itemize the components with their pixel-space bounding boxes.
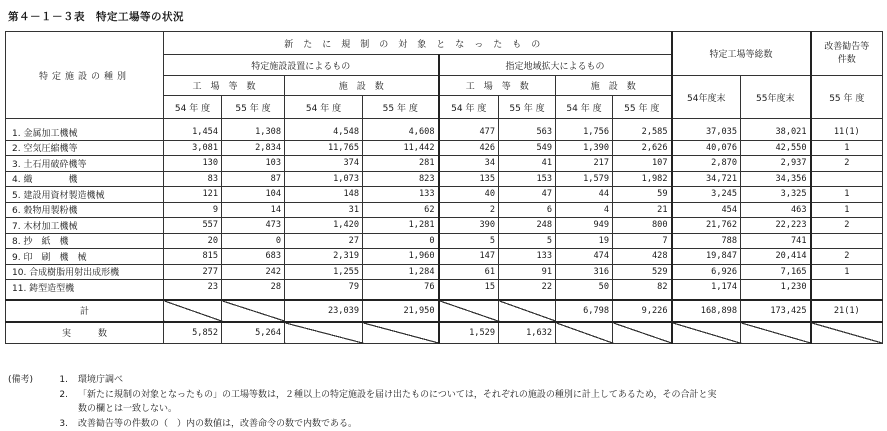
row-value: 1,390 (556, 140, 613, 156)
table-row (6, 119, 883, 141)
row-value: 529 (613, 264, 672, 280)
row-value: 20 (164, 233, 222, 249)
total-value: 168,898 (672, 300, 741, 322)
row-value: 2,834 (222, 140, 285, 156)
table-row (6, 280, 883, 300)
actual-value: 5,264 (222, 322, 285, 344)
row-value: 2 (811, 249, 883, 265)
row-value: 1,982 (613, 171, 672, 187)
row-value: 2,870 (672, 156, 741, 172)
row-value: 0 (222, 233, 285, 249)
row-value: 374 (285, 156, 363, 172)
facility-install-header: 特定施設設置によるもの (164, 55, 439, 76)
row-value: 31 (285, 202, 363, 218)
row-value: 15 (439, 280, 499, 300)
row-value: 1,230 (741, 280, 811, 300)
row-value: 949 (556, 218, 613, 234)
total-factories-header: 特定工場等総数 (672, 32, 811, 76)
total-label: 計 (6, 300, 164, 322)
note-number: 1. (52, 373, 68, 388)
row-value: 741 (741, 233, 811, 249)
row-value: 788 (672, 233, 741, 249)
row-category: 3. 土石用破砕機等 (6, 156, 164, 172)
row-value: 1,284 (363, 264, 439, 280)
row-value: 217 (556, 156, 613, 172)
table-row (6, 202, 883, 218)
total-value: 9,226 (613, 300, 672, 322)
row-value: 463 (741, 202, 811, 218)
row-category: 9. 印 刷 機 械 (6, 249, 164, 265)
note-text: 環境庁調べ (78, 373, 880, 388)
row-value: 248 (499, 218, 556, 234)
row-value: 34,721 (672, 171, 741, 187)
table-row (6, 249, 883, 265)
row-category: 4. 織 機 (6, 171, 164, 187)
row-value: 153 (499, 171, 556, 187)
row-value: 23 (164, 280, 222, 300)
row-value: 14 (222, 202, 285, 218)
row-value: 133 (363, 187, 439, 203)
row-value: 28 (222, 280, 285, 300)
row-value (811, 171, 883, 187)
row-value: 2,626 (613, 140, 672, 156)
table-row (6, 264, 883, 280)
slash-cell (672, 322, 741, 344)
row-category: 11. 鋳型造型機 (6, 280, 164, 300)
row-value: 82 (613, 280, 672, 300)
row-value: 103 (222, 156, 285, 172)
row-category: 8. 抄 紙 機 (6, 233, 164, 249)
total-value: 21,950 (363, 300, 439, 322)
row-category: 1. 金属加工機械 (6, 119, 164, 141)
row-value: 1 (811, 187, 883, 203)
row-value: 147 (439, 249, 499, 265)
data-table (5, 31, 883, 344)
row-value: 4,608 (363, 119, 439, 141)
total-value: 21(1) (811, 300, 883, 322)
row-value: 2 (811, 156, 883, 172)
row-value: 473 (222, 218, 285, 234)
table-row (6, 218, 883, 234)
row-value: 38,021 (741, 119, 811, 141)
row-value: 454 (672, 202, 741, 218)
row-value: 242 (222, 264, 285, 280)
row-category: 5. 建設用資材製造機械 (6, 187, 164, 203)
category-header: 特定施設の種別 (6, 32, 164, 119)
row-value: 2,319 (285, 249, 363, 265)
row-category: 7. 木材加工機械 (6, 218, 164, 234)
note-number: 2. (52, 388, 68, 403)
row-value: 27 (285, 233, 363, 249)
row-value: 1,174 (672, 280, 741, 300)
slash-cell (285, 322, 363, 344)
notes-label: (備考) (8, 373, 52, 388)
row-value: 9 (164, 202, 222, 218)
row-value: 823 (363, 171, 439, 187)
row-value: 21,762 (672, 218, 741, 234)
row-value: 1,579 (556, 171, 613, 187)
row-value: 1 (811, 264, 883, 280)
row-value: 683 (222, 249, 285, 265)
row-value: 5 (499, 233, 556, 249)
row-value: 34,356 (741, 171, 811, 187)
row-value: 1 (811, 202, 883, 218)
row-value: 42,550 (741, 140, 811, 156)
notes (8, 373, 880, 431)
row-value: 20,414 (741, 249, 811, 265)
area-factory-count-header: 工 場 等 数 (439, 76, 556, 96)
slash-cell (499, 300, 556, 322)
row-value: 3,081 (164, 140, 222, 156)
year-header: 55 年 度 (613, 96, 672, 119)
row-value: 2 (811, 218, 883, 234)
row-value: 40,076 (672, 140, 741, 156)
row-value: 76 (363, 280, 439, 300)
year-header: 54 年 度 (439, 96, 499, 119)
row-value: 87 (222, 171, 285, 187)
table-row (6, 187, 883, 203)
row-value: 4,548 (285, 119, 363, 141)
row-value: 62 (363, 202, 439, 218)
factory-count-header: 工 場 等 数 (164, 76, 285, 96)
row-value: 83 (164, 171, 222, 187)
row-value: 79 (285, 280, 363, 300)
row-value: 104 (222, 187, 285, 203)
new-regulation-header: 新たに規制の対象となったもの (164, 32, 672, 55)
row-value: 22,223 (741, 218, 811, 234)
row-value: 2 (439, 202, 499, 218)
table-row (6, 156, 883, 172)
row-value: 426 (439, 140, 499, 156)
slash-cell (439, 300, 499, 322)
row-value: 1,960 (363, 249, 439, 265)
slash-cell (741, 322, 811, 344)
year-header: 54 年 度 (164, 96, 222, 119)
row-value: 133 (499, 249, 556, 265)
improvement-year-header: 55 年 度 (811, 76, 883, 119)
row-value: 5 (439, 233, 499, 249)
row-value: 148 (285, 187, 363, 203)
row-category: 6. 穀物用製粉機 (6, 202, 164, 218)
row-value: 130 (164, 156, 222, 172)
year-header: 54 年 度 (556, 96, 613, 119)
row-value: 6 (499, 202, 556, 218)
row-value: 11(1) (811, 119, 883, 141)
actual-value: 1,632 (499, 322, 556, 344)
slash-cell (363, 322, 439, 344)
slash-cell (164, 300, 222, 322)
table-row (6, 233, 883, 249)
area-expand-header: 指定地域拡大によるもの (439, 55, 672, 76)
note-number: 3. (52, 417, 68, 431)
row-category: 10. 合成樹脂用射出成形機 (6, 264, 164, 280)
row-value: 135 (439, 171, 499, 187)
row-value: 21 (613, 202, 672, 218)
row-value: 1,454 (164, 119, 222, 141)
table-title: 第４－１－３表 特定工場等の状況 (8, 9, 184, 24)
row-value: 47 (499, 187, 556, 203)
improvement-header: 改善勧告等件数 (811, 32, 883, 76)
row-value: 4 (556, 202, 613, 218)
row-value: 1,073 (285, 171, 363, 187)
row-value: 563 (499, 119, 556, 141)
total-value: 23,039 (285, 300, 363, 322)
row-value: 281 (363, 156, 439, 172)
row-value (811, 233, 883, 249)
slash-cell (811, 322, 883, 344)
total-value: 6,798 (556, 300, 613, 322)
row-value: 474 (556, 249, 613, 265)
row-value: 91 (499, 264, 556, 280)
row-value: 50 (556, 280, 613, 300)
row-value: 59 (613, 187, 672, 203)
actual-value: 5,852 (164, 322, 222, 344)
year54-end-header: 54年度末 (672, 76, 741, 119)
area-facility-count-header: 施 設 数 (556, 76, 672, 96)
slash-cell (613, 322, 672, 344)
table-row (6, 171, 883, 187)
row-value: 40 (439, 187, 499, 203)
year-header: 55 年 度 (222, 96, 285, 119)
year-header: 54 年 度 (285, 96, 363, 119)
row-value (811, 280, 883, 300)
row-value: 7 (613, 233, 672, 249)
row-value: 107 (613, 156, 672, 172)
year55-end-header: 55年度末 (741, 76, 811, 119)
row-value: 477 (439, 119, 499, 141)
row-value: 6,926 (672, 264, 741, 280)
row-value: 34 (439, 156, 499, 172)
row-value: 1,281 (363, 218, 439, 234)
note-text: 数の欄とは一致しない。 (78, 402, 880, 417)
row-value: 316 (556, 264, 613, 280)
note-text: 「新たに規制の対象となったもの」の工場等数は，２種以上の特定施設を届け出たものについては，それぞれの施設の種別に計上してあるため，その合計と実 (78, 388, 880, 403)
row-value: 44 (556, 187, 613, 203)
row-value: 19,847 (672, 249, 741, 265)
row-category: 2. 空気圧縮機等 (6, 140, 164, 156)
table-row (6, 140, 883, 156)
actual-value: 1,529 (439, 322, 499, 344)
row-value: 3,245 (672, 187, 741, 203)
slash-cell (556, 322, 613, 344)
year-header: 55 年 度 (499, 96, 556, 119)
row-value: 277 (164, 264, 222, 280)
row-value: 815 (164, 249, 222, 265)
row-value: 3,325 (741, 187, 811, 203)
row-value: 390 (439, 218, 499, 234)
row-value: 428 (613, 249, 672, 265)
row-value: 19 (556, 233, 613, 249)
facility-count-header: 施 設 数 (285, 76, 439, 96)
row-value: 2,937 (741, 156, 811, 172)
total-value: 173,425 (741, 300, 811, 322)
row-value: 1,255 (285, 264, 363, 280)
row-value: 7,165 (741, 264, 811, 280)
row-value: 1 (811, 140, 883, 156)
year-header: 55 年 度 (363, 96, 439, 119)
row-value: 1,308 (222, 119, 285, 141)
row-value: 0 (363, 233, 439, 249)
row-value: 1,756 (556, 119, 613, 141)
row-value: 549 (499, 140, 556, 156)
row-value: 37,035 (672, 119, 741, 141)
row-value: 61 (439, 264, 499, 280)
row-value: 121 (164, 187, 222, 203)
note-text: 改善勧告等の件数の（ ）内の数値は，改善命令の数で内数である。 (78, 417, 880, 431)
row-value: 11,765 (285, 140, 363, 156)
slash-cell (222, 300, 285, 322)
row-value: 22 (499, 280, 556, 300)
row-value: 41 (499, 156, 556, 172)
row-value: 557 (164, 218, 222, 234)
row-value: 1,420 (285, 218, 363, 234)
actual-label: 実 数 (6, 322, 164, 344)
row-value: 11,442 (363, 140, 439, 156)
row-value: 2,585 (613, 119, 672, 141)
row-value: 800 (613, 218, 672, 234)
